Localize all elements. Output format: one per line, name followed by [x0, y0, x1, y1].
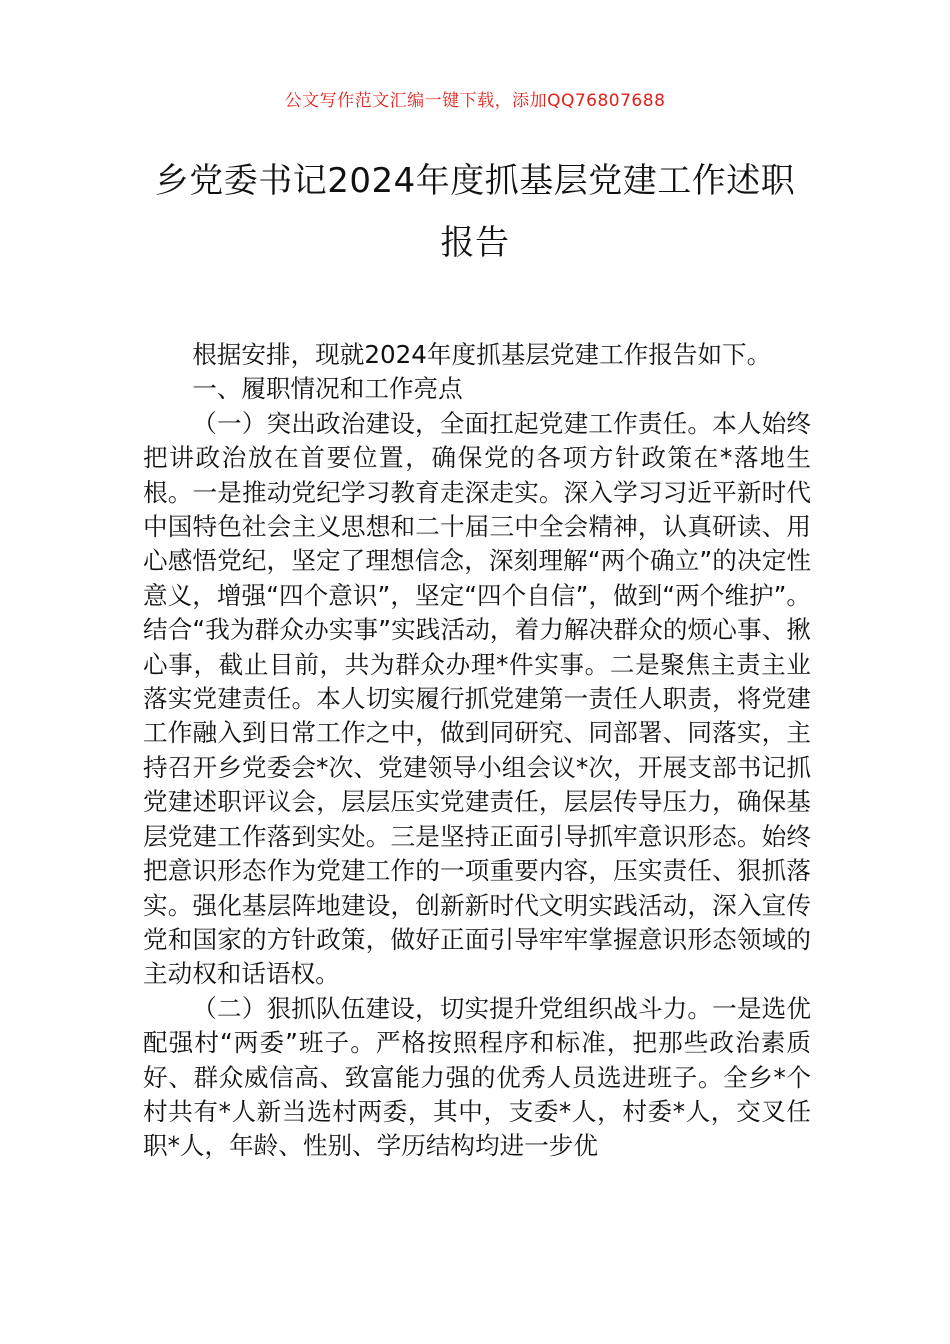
section-heading: 一、履职情况和工作亮点 [192, 374, 463, 404]
paragraph-1: （一）突出政治建设，全面扛起党建工作责任。本人始终把讲政治放在首要位置，确保党的各项方针政策在*落地生根。一是推动党纪学习教育走深走实。深入学习习近平新时代中国特色社会主义思想和二十届三中全会精神，认真研读、用心感悟党纪，坚定了理想信念，深刻理解“两个确立”的决定性意义，增强“四个意识”，坚定“四个自信”，做到“两个维护”。结合“我为群众办实事”实践活动，着力解决群众的烦心事、揪心事，截止目前，共为群众办理*件实事。二是聚焦主责主业落实党建责任。本人切实履行抓党建第一责任人职责，将党建工作融入到日常工作之中，做到同研究、同部署、同落实，主持召开乡党委会*次、党建领导小组会议*次，开展支部书记抓党建述职评议会，层层压实党建责任，层层传导压力，确保基层党建工作落到实处。三是坚持正面引导抓牢意识形态。始终把意识形态作为党建工作的一项重要内容，压实责任、狠抓落实。强化基层阵地建设，创新新时代文明实践活动，深入宣传党和国家的方针政策，做好正面引导牢牢掌握意识形态领域的主动权和话语权。 [143, 408, 812, 989]
document-title: 乡党委书记2024年度抓基层党建工作述职报告 [154, 161, 796, 263]
intro-paragraph: 根据安排，现就2024年度抓基层党建工作报告如下。 [192, 340, 772, 369]
paragraph-2: （二）狠抓队伍建设，切实提升党组织战斗力。一是选优配强村“两委”班子。严格按照程序和标准，把那些政治素质好、群众威信高、致富能力强的优秀人员选进班子。全乡*个村共有*人新当选村两委，其中，支委*人，村委*人，交叉任职*人，年龄、性别、学历结构均进一步优 [143, 993, 811, 1161]
watermark-text: 公文写作范文汇编一键下载，添加QQ76807688 [284, 91, 666, 111]
document-body [143, 338, 811, 1164]
